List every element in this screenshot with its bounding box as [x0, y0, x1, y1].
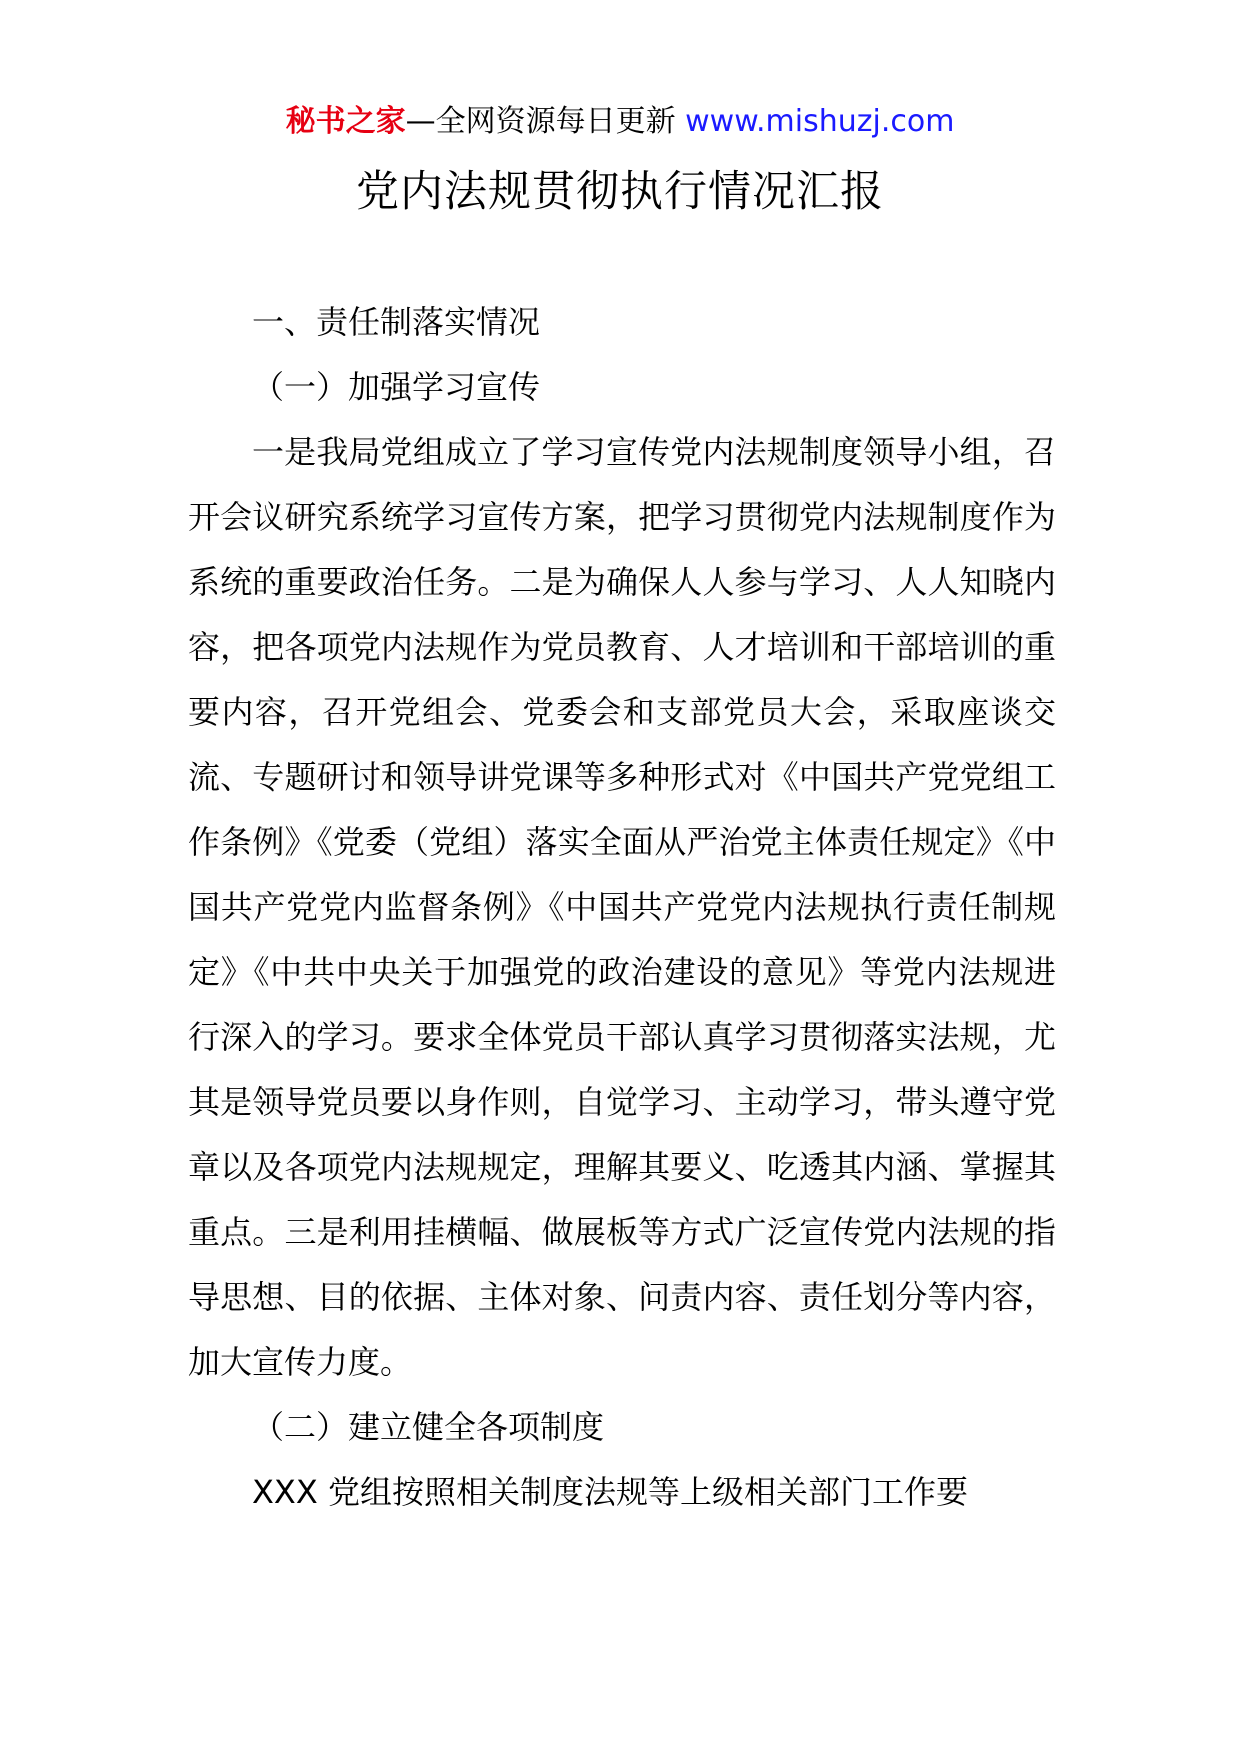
body-paragraph-1: 一是我局党组成立了学习宣传党内法规制度领导小组，召开会议研究系统学习宣传方案，把学习贯彻党内法规制度作为系统的重要政治任务。二是为确保人人参与学习、人人知晓内容，把各项党内法规作为党员教育、人才培训和干部培训的重要内容，召开党组会、党委会和支部党员大会，采取座谈交流、专题研讨和领导讲党课等多种形式对《中国共产党党组工作条例》《党委（党组）落实全面从严治党主体责任规定》《中国共产党党内监督条例》《中国共产党党内法规执行责任制规定》《中共中央关于加强党的政治建设的意见》等党内法规进行深入的学习。要求全体党员干部认真学习贯彻落实法规，尤其是领导党员要以身作则，自觉学习、主动学习，带头遵守党章以及各项党内法规规定，理解其要义、吃透其内涵、掌握其重点。三是利用挂横幅、做展板等方式广泛宣传党内法规的指导思想、目的依据、主体对象、问责内容、责任划分等内容，加大宣传力度。 [188, 433, 1056, 1381]
document-body [188, 290, 1056, 1525]
subsection-heading-2: （二）建立健全各项制度 [252, 1408, 605, 1446]
document-title: 党内法规贯彻执行情况汇报 [356, 167, 884, 217]
site-banner [0, 102, 1240, 142]
banner-slogan: —全网资源每日更新 [405, 104, 686, 139]
subsection-heading-1: （一）加强学习宣传 [252, 368, 541, 406]
banner-url-link[interactable]: www.mishuzj.com [685, 104, 955, 139]
section-heading-1: 一、责任制落实情况 [252, 303, 541, 341]
body-paragraph-2: XXX 党组按照相关制度法规等上级相关部门工作要 [252, 1473, 968, 1511]
banner-brand: 秘书之家 [285, 104, 406, 139]
